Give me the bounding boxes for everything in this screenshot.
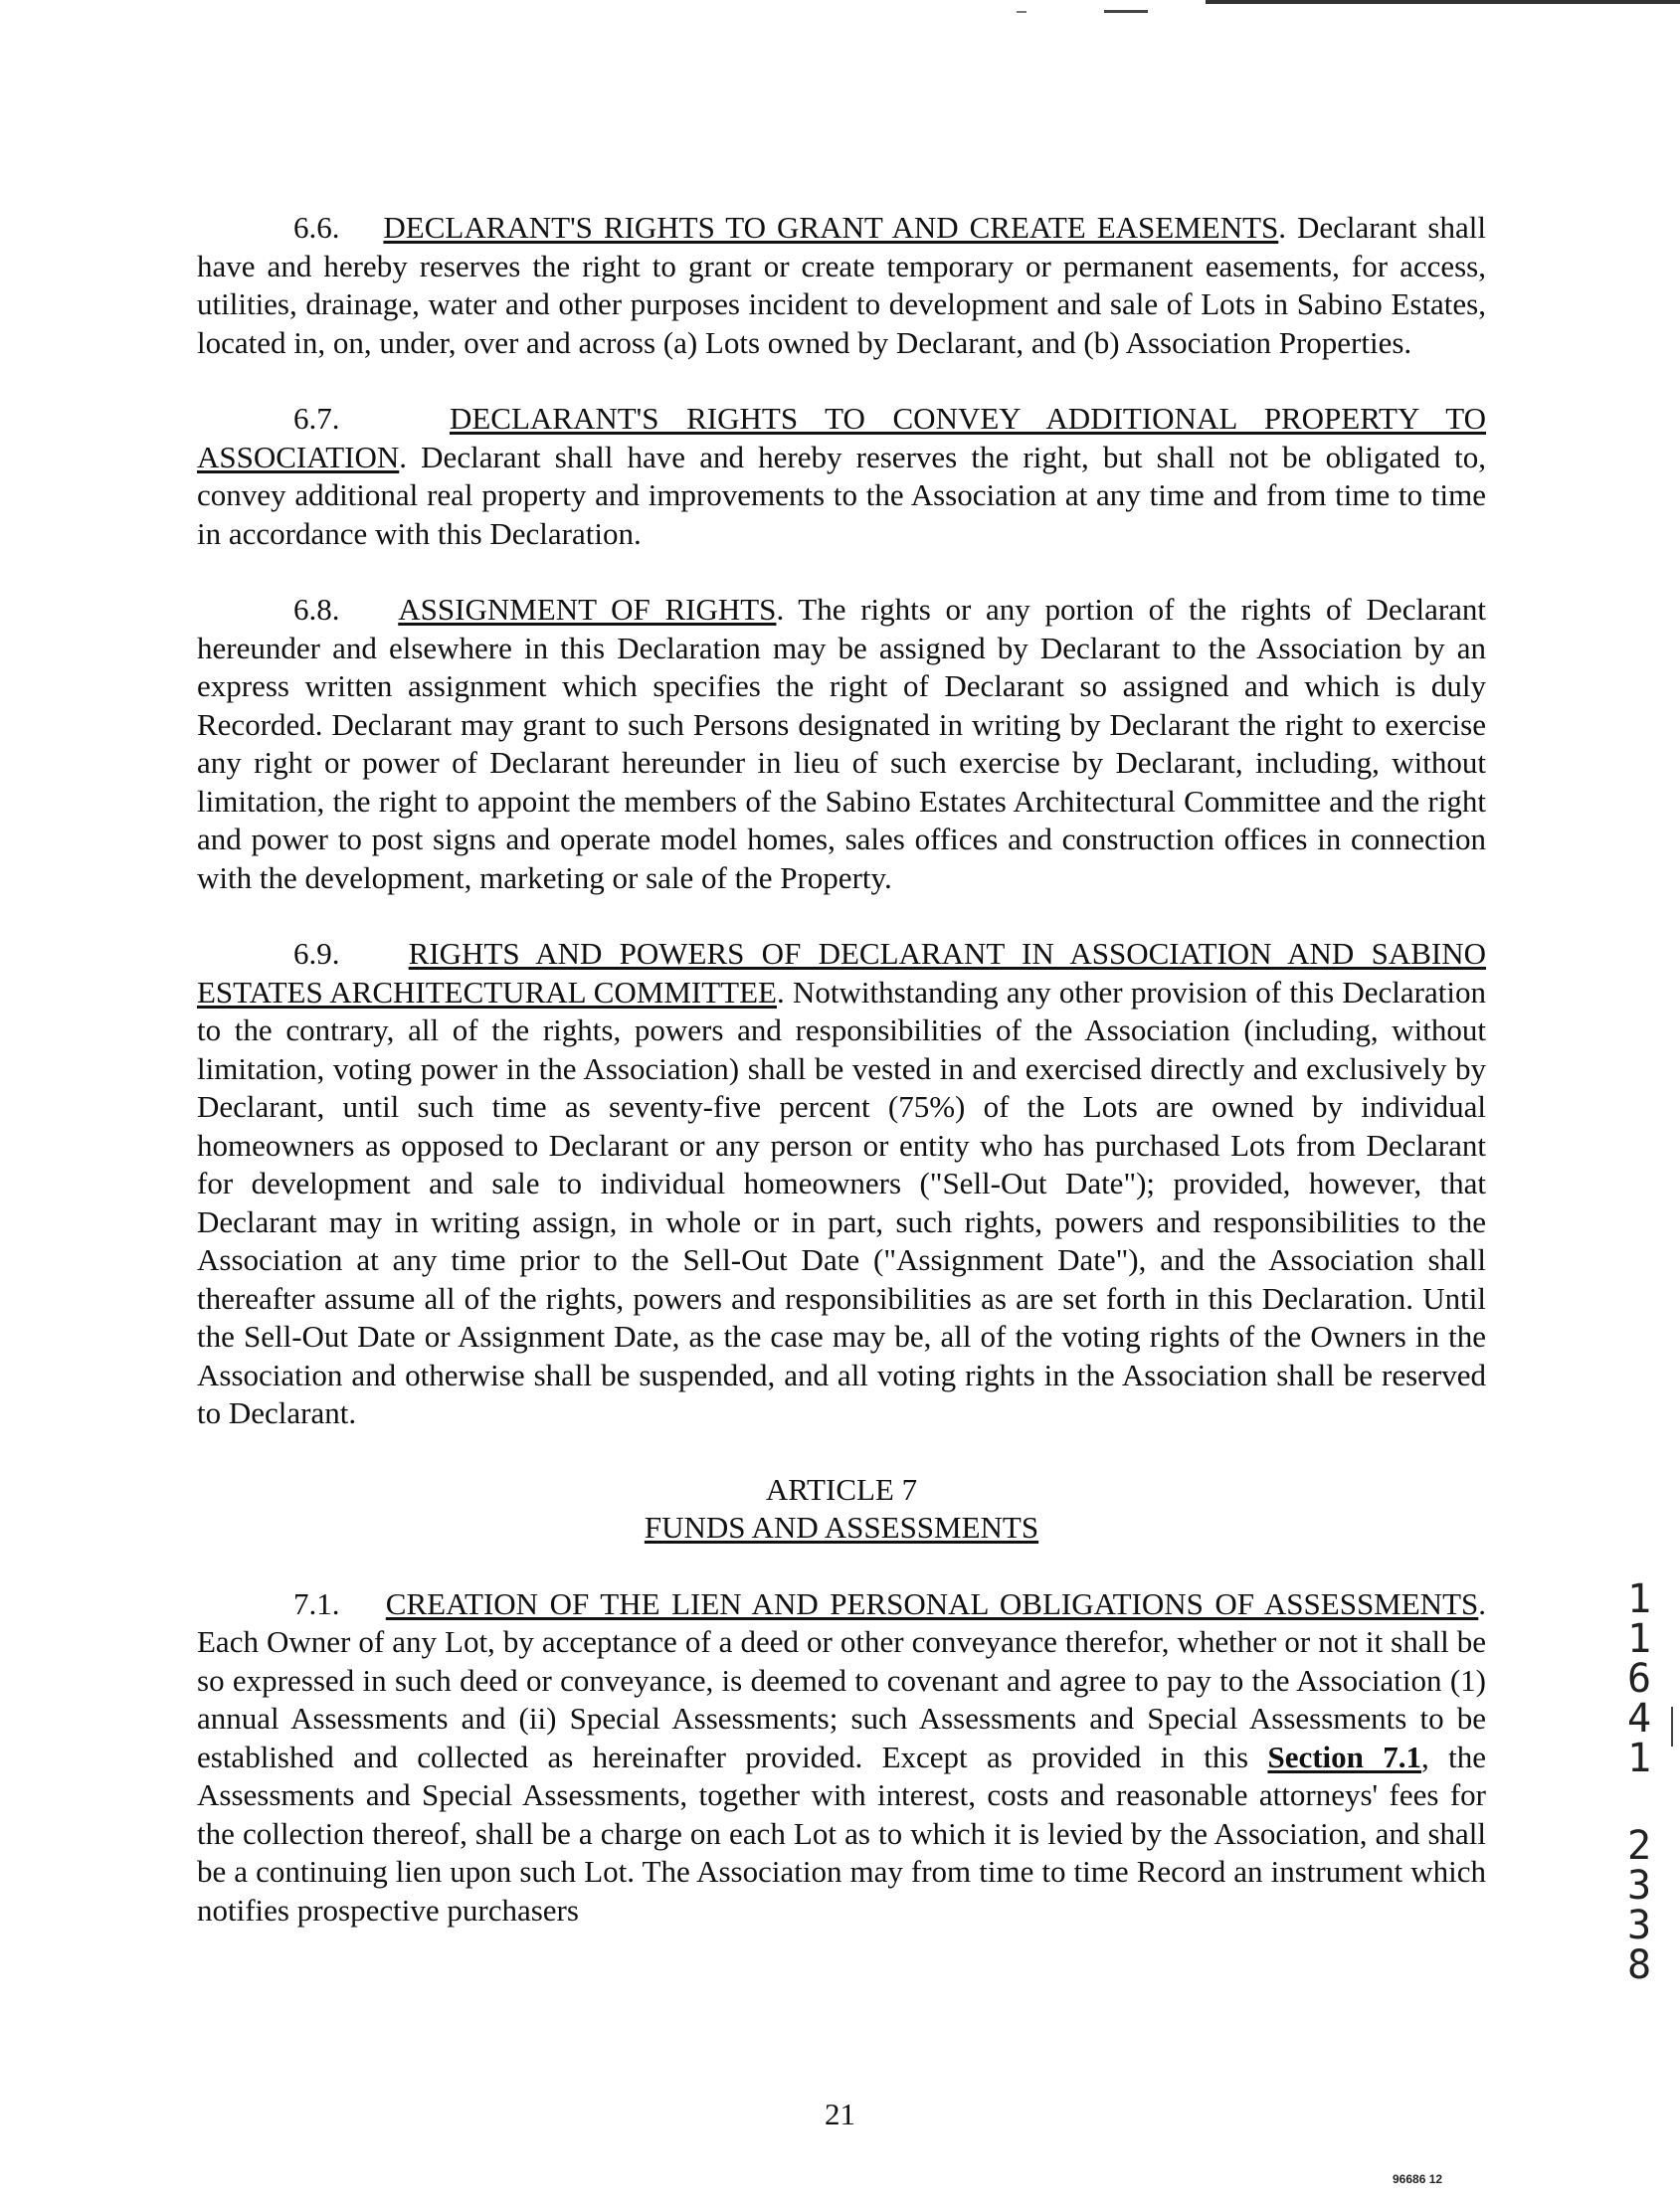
- article-subtitle: FUNDS AND ASSESSMENTS: [644, 1510, 1039, 1545]
- section-heading: DECLARANT'S RIGHTS TO GRANT AND CREATE EASEMENTS: [383, 210, 1279, 245]
- section-heading: RIGHTS AND POWERS OF DECLARANT IN ASSOCIATION AND SABINO ESTATES ARCHITECTURAL COMMITTEE: [197, 936, 1487, 1010]
- stamp-digit: 1: [1626, 1736, 1652, 1781]
- document-body: [197, 209, 1486, 1967]
- section-6-8: [197, 591, 1486, 897]
- section-6-6: [197, 209, 1486, 362]
- section-heading: ASSIGNMENT OF RIGHTS: [398, 592, 777, 627]
- document-code: 96686 12: [1393, 2172, 1443, 2186]
- stamp-digit: 3: [1626, 1863, 1652, 1909]
- section-text: . Declarant shall have and hereby reserves the right to grant or create temporary or permanent easements, for access, utilities, drainage, water and other purposes incident to development and sale of Lots in Sabino Estates, located in, on, under, over and across (a) Lots owned by Declarant, and (b) Association Properties.: [197, 210, 1486, 360]
- section-reference: Section 7.1: [1267, 1739, 1422, 1774]
- scan-edge-dot: [1017, 11, 1027, 13]
- section-text-continued: , the Assessments and Special Assessments, together with interest, costs and reasonable attorneys' fees for the collection thereof, shall be a charge on each Lot as to which it is levied by the Association, and shall be a continuing lien upon such Lot. The Association may from time to time Record an instrument which notifies prospective purchasers: [197, 1739, 1487, 1928]
- section-number: 6.8.: [293, 592, 340, 627]
- article-title: ARTICLE 7: [765, 1471, 918, 1507]
- section-number: 7.1.: [293, 1585, 340, 1621]
- scan-edge-mark: [1104, 10, 1148, 13]
- scan-edge-line: [1206, 0, 1680, 4]
- section-heading: DECLARANT'S RIGHTS TO CONVEY ADDITIONAL PROPERTY TO ASSOCIATION: [197, 401, 1487, 474]
- section-number: 6.6.: [293, 210, 340, 245]
- section-text: . Notwithstanding any other provision of this Declaration to the contrary, all of the rights, powers and responsibilities of the Association (including, without limitation, voting power in the Association) shall be vested in and exercised directly and exclusively by Declarant, until such time as seventy-five percent (75%) of the Lots are owned by individual homeowners as opposed to Declarant or any person or entity who has purchased Lots from Declarant for development and sale to individual homeowners ("Sell-Out Date"); provided, however, that Declarant may in writing assign, in whole or in part, such rights, powers and responsibilities to the Association at any time prior to the Sell-Out Date ("Assignment Date"), and the Association shall thereafter assume all of the rights, powers and responsibilities as are set forth in this Declaration. Until the Sell-Out Date or Assignment Date, as the case may be, all of the voting rights of the Owners in the Association and otherwise shall be suspended, and all voting rights in the Association shall be reserved to Declarant.: [197, 974, 1486, 1430]
- section-number: 6.7.: [293, 401, 340, 436]
- article-heading: [197, 1471, 1486, 1548]
- section-6-9: [197, 935, 1486, 1433]
- section-heading: CREATION OF THE LIEN AND PERSONAL OBLIGATIONS OF ASSESSMENTS: [385, 1585, 1479, 1621]
- section-7-1: [197, 1585, 1486, 1931]
- stamp-digit: 4: [1626, 1696, 1652, 1742]
- stamp-digit: 6: [1626, 1656, 1652, 1702]
- section-text: . The rights or any portion of the rights of Declarant hereunder and elsewhere in this Declaration may be assigned by Declarant to the Association by an express written assignment which specifies the right of Declarant so assigned and which is duly Recorded. Declarant may grant to such Persons designated in writing by Declarant the right to exercise any right or power of Declarant hereunder in lieu of such exercise by Declarant, including, without limitation, the right to appoint the members of the Sabino Estates Architectural Committee and the right and power to post signs and operate model homes, sales offices and construction offices in connection with the development, marketing or sale of the Property.: [197, 592, 1487, 895]
- stamp-digit: 1: [1626, 1616, 1652, 1662]
- stamp-digit: 2: [1626, 1823, 1652, 1869]
- section-6-7: [197, 400, 1486, 553]
- recording-stamp: [1619, 1576, 1659, 1988]
- margin-mark: [1671, 1707, 1673, 1747]
- section-number: 6.9.: [293, 936, 340, 971]
- section-text: . Each Owner of any Lot, by acceptance of a deed or other conveyance therefor, whether or not it shall be so expressed in such deed or conveyance, is deemed to covenant and agree to pay to the Association (1) annual Assessments and (ii) Special Assessments; such Assessments and Special Assessments to be established and collected as hereinafter provided. Except as provided in this: [197, 1585, 1487, 1774]
- page-number: 21: [825, 2097, 855, 2131]
- section-text: . Declarant shall have and hereby reserves the right, but shall not be obligated to, convey additional real property and improvements to the Association at any time and from time to time in accordance with this Declaration.: [197, 439, 1486, 551]
- stamp-gap: [1619, 1778, 1659, 1826]
- stamp-digit: 1: [1626, 1576, 1652, 1622]
- stamp-digit: 3: [1626, 1903, 1652, 1948]
- stamp-digit: 8: [1626, 1942, 1652, 1988]
